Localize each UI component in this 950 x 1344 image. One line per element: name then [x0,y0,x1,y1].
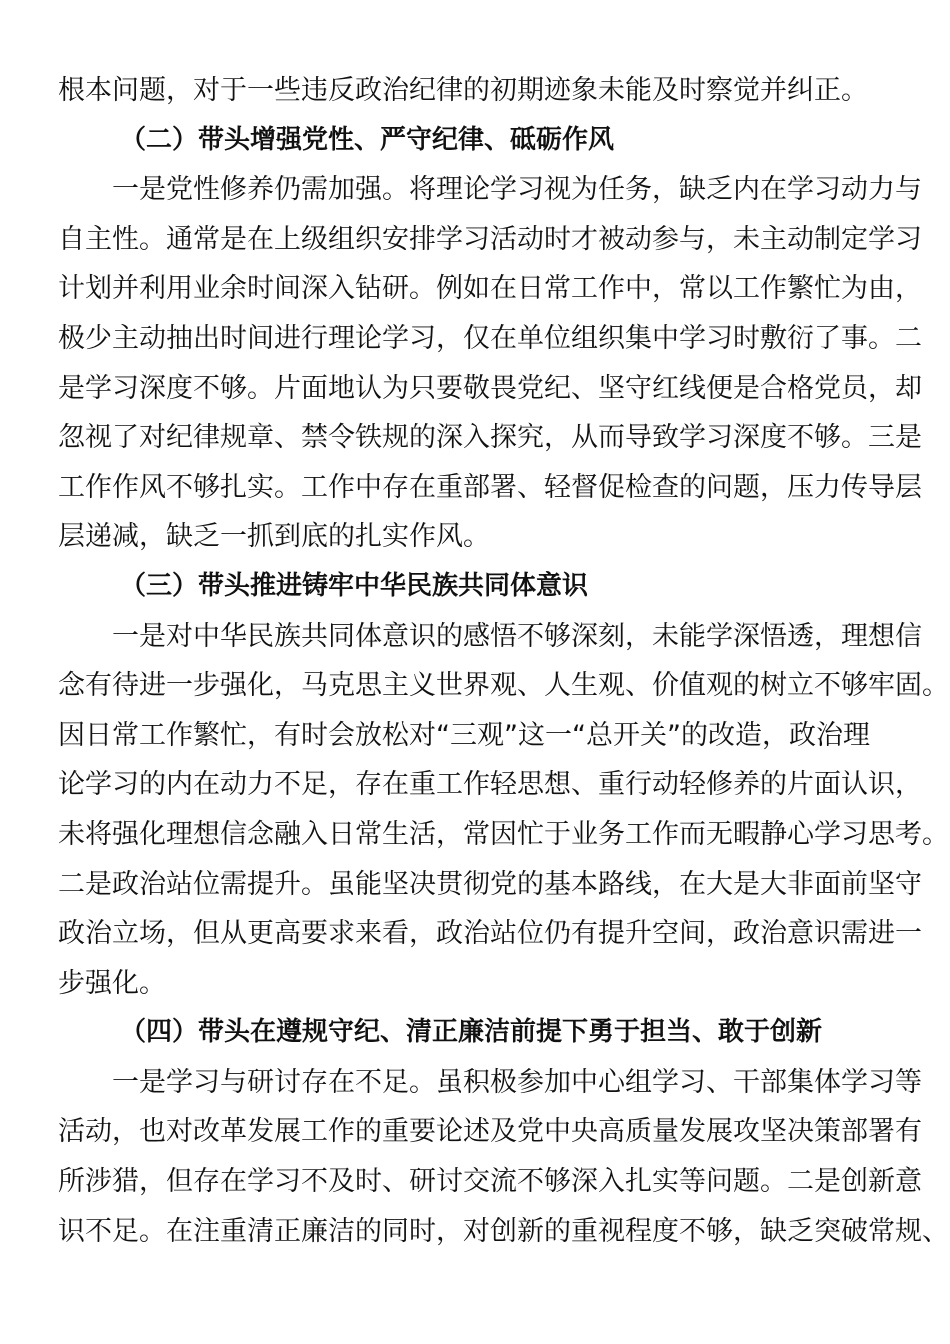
section-heading: （四）带头在遵规守纪、清正廉洁前提下勇于担当、敢于创新 [120,1017,823,1048]
section-heading: （三）带头推进铸牢中华民族共同体意识 [120,570,589,601]
paragraph-line: 工作作风不够扎实。工作中存在重部署、轻督促检查的问题，压力传导层 [58,471,922,503]
section-heading: （二）带头增强党性、严守纪律、砥砺作风 [120,124,615,155]
paragraph-line: 论学习的内在动力不足，存在重工作轻思想、重行动轻修养的片面认识， [58,769,922,801]
paragraph-line: 二是政治站位需提升。虽能坚决贯彻党的基本路线，在大是大非面前坚守 [58,868,922,900]
document-body [58,66,949,1256]
paragraph-line: 未将强化理想信念融入日常生活，常因忙于业务工作而无暇静心学习思考。 [58,818,949,850]
paragraph-line: 一是党性修养仍需加强。将理论学习视为任务，缺乏内在学习动力与 [112,174,922,206]
paragraph-line: 根本问题，对于一些违反政治纪律的初期迹象未能及时察觉并纠正。 [58,75,868,106]
paragraph-line: 自主性。通常是在上级组织安排学习活动时才被动参与，未主动制定学习 [58,223,922,255]
paragraph-line: 识不足。在注重清正廉洁的同时，对创新的重视程度不够，缺乏突破常规、 [58,1215,949,1247]
paragraph-line: 政治立场，但从更高要求来看，政治站位仍有提升空间，政治意识需进一 [58,918,922,950]
paragraph-line: 是学习深度不够。片面地认为只要敬畏党纪、坚守红线便是合格党员，却 [58,372,922,404]
paragraph-line: 计划并利用业余时间深入钻研。例如在日常工作中，常以工作繁忙为由， [58,273,922,305]
paragraph-line: 忽视了对纪律规章、禁令铁规的深入探究，从而导致学习深度不够。三是 [58,422,922,454]
paragraph-line: 活动，也对改革发展工作的重要论述及党中央高质量发展攻坚决策部署有 [58,1116,922,1148]
paragraph-line: 念有待进一步强化，马克思主义世界观、人生观、价值观的树立不够牢固。 [58,670,949,702]
paragraph-line: 层递减，缺乏一抓到底的扎实作风。 [58,521,490,553]
paragraph-line: 因日常工作繁忙，有时会放松对“三观”这一“总开关”的改造，政治理 [58,719,870,751]
paragraph-line: 一是学习与研讨存在不足。虽积极参加中心组学习、干部集体学习等 [112,1066,922,1098]
paragraph-line: 极少主动抽出时间进行理论学习，仅在单位组织集中学习时敷衍了事。二 [58,322,922,354]
paragraph-line: 一是对中华民族共同体意识的感悟不够深刻，未能学深悟透，理想信 [112,620,922,652]
paragraph-line: 所涉猎，但存在学习不及时、研讨交流不够深入扎实等问题。二是创新意 [58,1166,922,1198]
paragraph-line: 步强化。 [58,967,166,999]
